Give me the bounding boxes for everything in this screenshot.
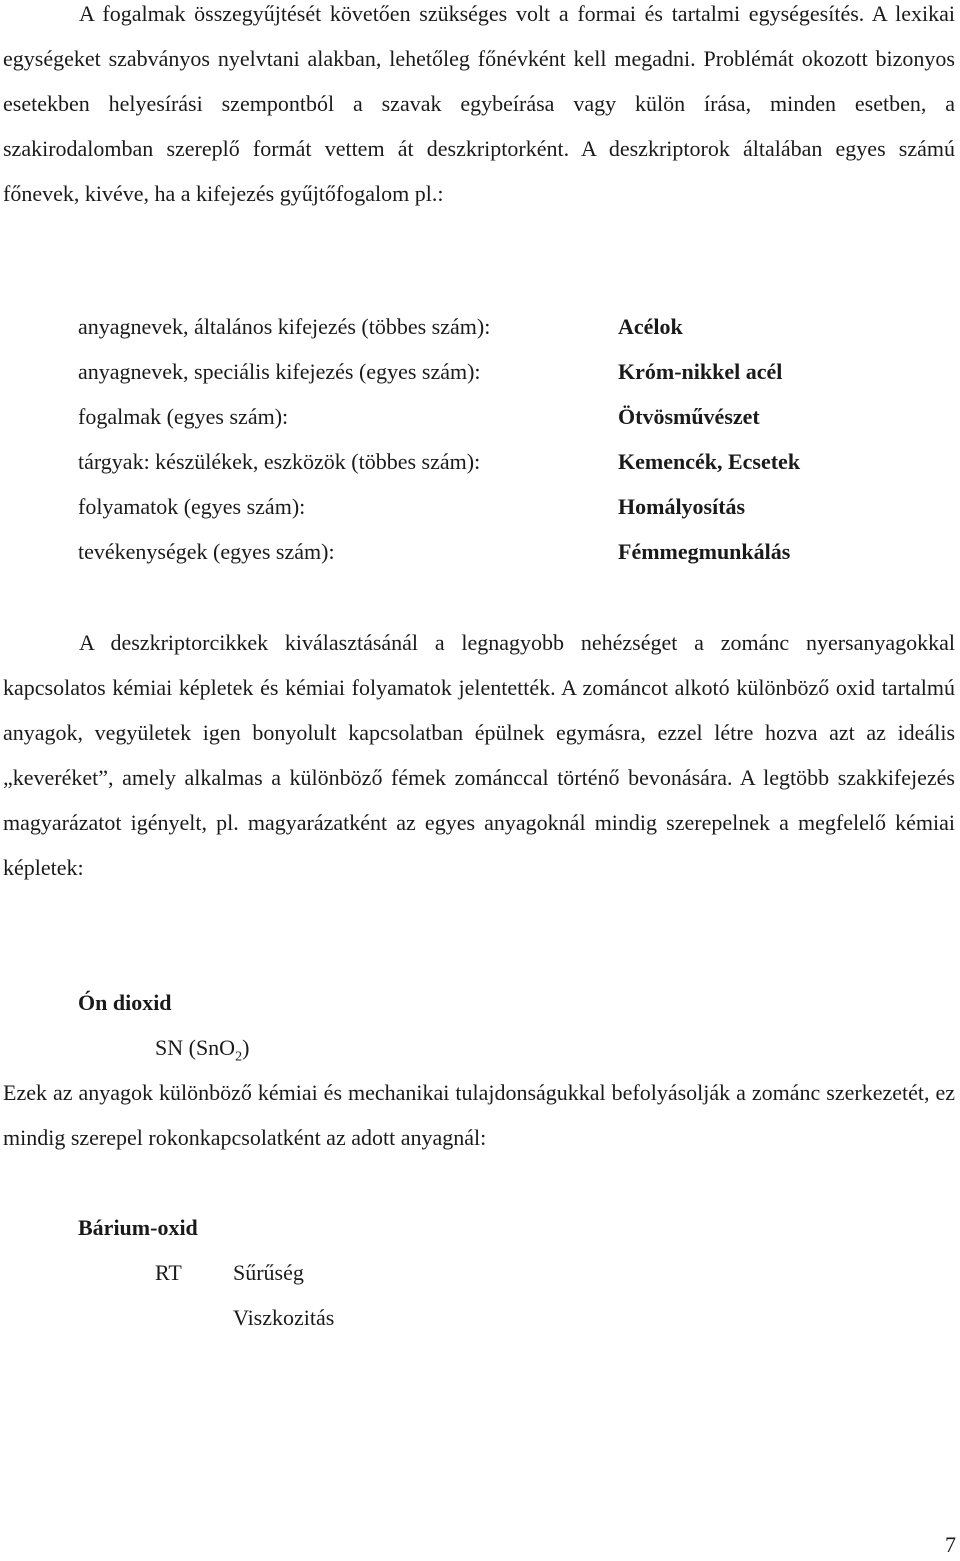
formula-prefix: SN (SnO bbox=[155, 1035, 236, 1060]
materials-paragraph: Ezek az anyagok különböző kémiai és mechanikai tulajdonságukkal befolyásolják a zománc szerkezetét, ez mindig szerepel rokonkapcsolatként az adott anyagnál: bbox=[3, 1080, 955, 1150]
descriptor-examples-list bbox=[78, 304, 938, 574]
example-term: Homályosítás bbox=[618, 494, 746, 519]
formula-subscript: 2 bbox=[235, 1049, 243, 1065]
intro-paragraph: A fogalmak összegyűjtését követően szükséges volt a formai és tartalmi egységesítés. A lexikai egységeket szabványos nyelvtani alakban, lehetőleg főnévként kell megadni. Problémát okozott bizonyos esetekben helyesírási szempontból a szavak egybeírása vagy külön írása, minden esetben, a szakirodalomban szereplő formát vettem át deszkriptorként. A deszkriptorok általában egyes számú főnevek, kivéve, ha a kifejezés gyűjtőfogalom pl.: bbox=[3, 1, 955, 206]
example-row bbox=[78, 529, 938, 574]
example-term: Ötvösművészet bbox=[618, 404, 760, 429]
on-dioxid-heading: Ón dioxid bbox=[78, 990, 172, 1015]
example-row bbox=[78, 349, 938, 394]
example-category: fogalmak (egyes szám): bbox=[78, 404, 289, 429]
example-row bbox=[78, 484, 938, 529]
example-category: anyagnevek, speciális kifejezés (egyes szám): bbox=[78, 359, 481, 384]
example-category: folyamatok (egyes szám): bbox=[78, 494, 306, 519]
example-term: Fémmegmunkálás bbox=[618, 539, 791, 564]
example-term: Kemencék, Ecsetek bbox=[618, 449, 801, 474]
example-category: tárgyak: készülékek, eszközök (többes szám): bbox=[78, 449, 481, 474]
example-row bbox=[78, 394, 938, 439]
example-row bbox=[78, 439, 938, 484]
page-number: 7 bbox=[945, 1532, 956, 1557]
example-row bbox=[78, 304, 938, 349]
example-category: anyagnevek, általános kifejezés (többes szám): bbox=[78, 314, 491, 339]
example-category: tevékenységek (egyes szám): bbox=[78, 539, 335, 564]
barium-oxid-heading: Bárium-oxid bbox=[78, 1215, 198, 1240]
descriptor-articles-paragraph: A deszkriptorcikkek kiválasztásánál a legnagyobb nehézséget a zománc nyersanyagokkal kapcsolatos kémiai képletek és kémiai folyamatok jelentették. A zománcot alkotó különböző oxid tartalmú anyagok, vegyületek igen bonyolult kapcsolatban épülnek egymásra, ezzel létre hozva azt az ideális „keveréket”, amely alkalmas a különböző fémek zománccal történő bevonására. A legtöbb szakkifejezés magyarázatot igényelt, pl. magyarázatként az egyes anyagoknál mindig szerepelnek a megfelelő kémiai képletek: bbox=[3, 630, 955, 880]
related-term: Sűrűség bbox=[233, 1260, 304, 1285]
example-term: Acélok bbox=[618, 314, 683, 339]
related-term: Viszkozitás bbox=[233, 1305, 335, 1330]
example-term: Króm-nikkel acél bbox=[618, 359, 783, 384]
formula-suffix: ) bbox=[242, 1035, 250, 1060]
rt-label: RT bbox=[155, 1260, 182, 1285]
